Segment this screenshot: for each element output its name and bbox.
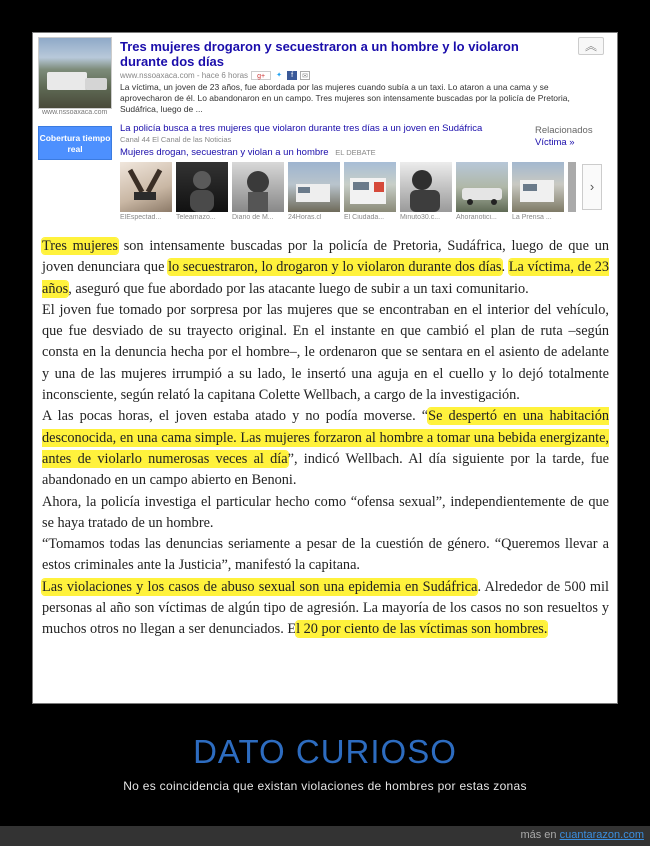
strip-thumb[interactable] [176, 162, 228, 212]
highlighted-text: Tres mujeres [42, 238, 118, 254]
highlighted-text: lo secuestraron, lo drogaron y lo violaron durante dos días [168, 259, 502, 276]
news-thumbnail[interactable] [38, 37, 112, 109]
more-on-site [520, 829, 644, 841]
related-article-2[interactable] [120, 147, 376, 158]
article-text: . Alrededor de 500 mil personas al año son víctimas de algún tipo de agresión. La mayoría de los casos no son resueltos y muchos otros no llegan a ser denunciados. E [42, 578, 609, 638]
woman-icon [232, 162, 284, 212]
strip-thumb[interactable] [232, 162, 284, 212]
article-text: A las pocas horas, el joven estaba atado y no podía moverse. “ [42, 408, 429, 425]
truck-icon [512, 162, 564, 212]
strip-thumb-caption: ElEspectad... [120, 214, 162, 221]
news-meta [120, 71, 310, 80]
thumbnail-caption: www.nssoaxaca.com [42, 109, 108, 116]
strip-thumb[interactable] [512, 162, 564, 212]
related-article-2-source: EL DEBATE [335, 148, 376, 157]
strip-thumb-caption: Teleamazo... [176, 214, 216, 221]
article-text: El joven fue tomado por sorpresa por las mujeres que se encontraban en el interior del vehículo, que fue desviado de su trayecto original. En el instante en que cambió el plan de ruta –según consta en la denuncia hecha por el hombre–, le ordenaron que se sentara en el asiento de adelante y una de las mujeres irrumpió a su lado, le insertó una aguja en el cuello y lo dejó totalmente inconsciente, según relató la capitana Colette Wellbach, a cargo de la investigación. [42, 301, 609, 404]
google-plus-icon[interactable]: g+ [251, 71, 271, 80]
distressed-person-icon [400, 162, 452, 212]
article-text: Ahora, la policía investiga el particular hecho como “ofensa sexual”, independientemente de que se haya tratado de un hombre. [42, 493, 609, 531]
article-paragraph [42, 534, 609, 577]
image-strip [120, 162, 610, 224]
car-icon [456, 162, 508, 212]
collapse-button[interactable] [578, 37, 604, 55]
site-footer-bar [0, 826, 650, 846]
realtime-coverage-button[interactable]: Cobertura tiempo real [38, 126, 112, 160]
post-image-frame [32, 32, 618, 704]
twitter-icon[interactable]: ✦ [274, 71, 284, 80]
handcuffs-icon [120, 162, 172, 212]
post-title: DATO CURIOSO [193, 733, 457, 770]
strip-thumb-caption: Diario de M... [232, 214, 274, 221]
related-article-2-title[interactable]: Mujeres drogan, secuestran y violan a un hombre [120, 147, 329, 158]
strip-next-button[interactable] [582, 164, 602, 210]
strip-thumb-caption: Ahoranotici... [456, 214, 497, 221]
site-link[interactable]: cuantarazon.com [559, 829, 644, 841]
highlighted-text: l 20 por ciento de las víctimas son hombres. [296, 621, 548, 638]
strip-thumb-caption: El Ciudada... [344, 214, 385, 221]
email-icon[interactable]: ✉ [300, 71, 310, 80]
article-text: , aseguró que fue abordado por las atacante luego de subir a un taxi comunitario. [68, 280, 529, 297]
truck-icon [288, 162, 340, 212]
article-paragraph [42, 300, 609, 406]
strip-thumb[interactable] [120, 162, 172, 212]
article-paragraph [42, 406, 609, 491]
article-paragraph [42, 577, 609, 641]
article-text: . [501, 259, 509, 276]
related-article-1-source: Canal 44 El Canal de las Noticias [120, 135, 232, 144]
strip-thumb[interactable] [344, 162, 396, 212]
strip-thumb-caption: 24Horas.cl [288, 214, 322, 221]
screenshot-content [38, 37, 613, 700]
related-label: Relacionados [535, 125, 593, 136]
article-text: son intensamente buscadas por la policía de Pretoria, Sudáfrica, luego de que un joven denunciara que [42, 238, 609, 276]
facebook-icon[interactable]: f [287, 71, 297, 80]
more-prefix: más en [520, 829, 557, 841]
highlighted-text: Se despertó en una habitación desconocida, en una cama simple. Las mujeres forzaron al hombre a tomar una bebida energizante, antes de violarlo numerosas veces al día [42, 408, 609, 467]
news-title-link[interactable]: Tres mujeres drogaron y secuestraron a un hombre y lo violaron durante dos días [120, 39, 519, 69]
related-topic-link[interactable]: Víctima » [535, 137, 575, 148]
strip-thumb[interactable] [456, 162, 508, 212]
article-body [42, 236, 609, 641]
news-source: www.nssoaxaca.com - hace 6 horas [120, 71, 249, 80]
related-article-1[interactable]: La policía busca a tres mujeres que violaron durante tres días a un joven en Sudáfrica [120, 123, 483, 134]
news-snippet: La víctima, un joven de 23 años, fue abordada por las mujeres cuando subía a un taxi. Lo ataron a una cama y se aprovecharon de él. Lo abandonaron en un campo. Tres mujeres son intensamente buscadas por la policía de Pretoria, Sudáfrica, luego de ... [120, 82, 570, 114]
article-text: “Tomamos todas las denuncias seriamente a pesar de la cuestión de género. “Queremos llevar a estos criminales ante la Justicia”, manifestó la capitana. [42, 536, 609, 574]
strip-thumb[interactable] [288, 162, 340, 212]
strip-thumb-partial[interactable] [568, 162, 576, 212]
silhouette-icon [176, 162, 228, 212]
article-text: ”, indicó Wellbach. Al día siguiente por la tarde, fue abandonado en un campo abierto en Benoni. [42, 450, 609, 489]
chevron-double-up-icon: ︽ [584, 39, 597, 53]
highlighted-text: Las violaciones y los casos de abuso sexual son una epidemia en Sudáfrica [42, 578, 478, 595]
article-paragraph [42, 492, 609, 535]
highlighted-text: La víctima, de 23 años [42, 259, 610, 297]
chevron-right-icon: › [589, 179, 595, 194]
truck-icon [344, 162, 396, 212]
article-paragraph [42, 236, 609, 300]
post-subtitle: No es coincidencia que existan violaciones de hombres por estas zonas [123, 779, 527, 793]
strip-thumb-caption: La Prensa ... [512, 214, 552, 221]
strip-thumb[interactable] [400, 162, 452, 212]
strip-thumb-caption: Minuto30.c... [400, 214, 441, 221]
